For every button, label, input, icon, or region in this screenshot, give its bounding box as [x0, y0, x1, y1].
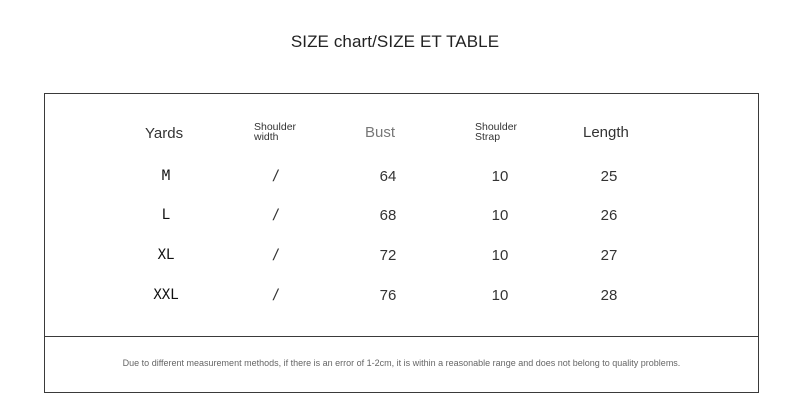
header-shoulder-strap-line2: Strap [475, 131, 501, 143]
header-shoulder-strap-line1: Shoulder [475, 121, 518, 133]
row-l-shoulder-width: / [271, 207, 281, 223]
row-m-shoulder-width: / [271, 168, 281, 184]
row-xxl-bust: 76 [379, 287, 397, 304]
row-xl-shoulder-strap: 10 [491, 247, 509, 264]
row-m-length: 25 [600, 168, 618, 185]
header-shoulder-width-line1: Shoulder [254, 121, 297, 133]
row-xl-length: 27 [600, 247, 618, 264]
row-xl-size: XL [157, 247, 175, 263]
row-xxl-size: XXL [153, 287, 179, 303]
row-l-bust: 68 [379, 207, 397, 224]
measurement-note: Due to different measurement methods, if there is an error of 1-2cm, it is within a reasonable range and does not belong to quality problems. [122, 358, 681, 368]
page-title: SIZE chart/SIZE ET TABLE [290, 32, 500, 51]
header-shoulder-strap [475, 122, 517, 142]
header-length: Length [583, 124, 629, 141]
row-l-length: 26 [600, 207, 618, 224]
row-xxl-length: 28 [600, 287, 618, 304]
row-xl-bust: 72 [379, 247, 397, 264]
table-divider [45, 336, 758, 337]
row-m-bust: 64 [379, 168, 397, 185]
header-shoulder-width-line2: width [254, 131, 279, 143]
header-bust: Bust [365, 124, 396, 141]
size-table-frame [44, 93, 759, 393]
row-xl-shoulder-width: / [271, 247, 281, 263]
row-xxl-shoulder-width: / [271, 287, 281, 303]
row-l-shoulder-strap: 10 [491, 207, 509, 224]
header-yards: Yards [145, 125, 184, 142]
row-m-shoulder-strap: 10 [491, 168, 509, 185]
row-l-size: L [161, 207, 171, 223]
row-m-size: M [161, 168, 171, 184]
header-shoulder-width [254, 122, 296, 142]
row-xxl-shoulder-strap: 10 [491, 287, 509, 304]
